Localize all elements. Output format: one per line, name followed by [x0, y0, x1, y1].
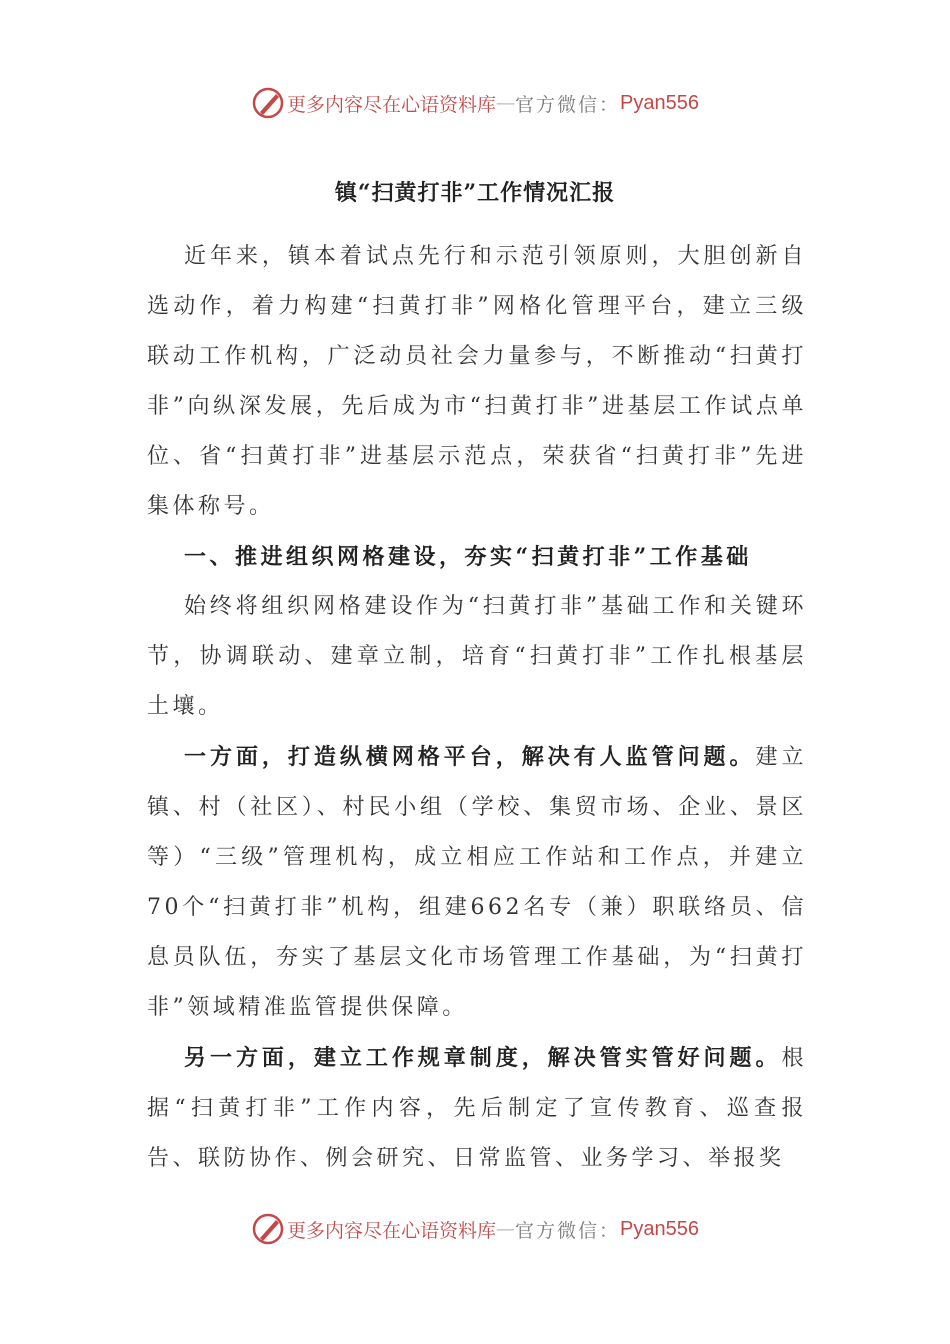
intro-paragraph: 近年来，镇本着试点先行和示范引领原则，大胆创新自选动作，着力构建“扫黄打非”网格化管理平台，建立三级联动工作机构，广泛动员社会力量参与，不断推动“扫黄打非”向纵深发展，先后成为市“扫黄打非”进基层工作试点单位、省“扫黄打非”进基层示范点，荣获省“扫黄打非”先进集体称号。: [147, 244, 807, 519]
watermark-footer: [0, 1209, 950, 1249]
watermark-header: [0, 83, 950, 123]
paragraph-lead: 一方面，打造纵横网格平台，解决有人监管问题。: [184, 744, 756, 770]
watermark-text: 更多内容尽在心语资料库: [287, 93, 497, 116]
watermark-label: 官方微信：: [515, 93, 621, 116]
section-heading: 一、推进组织网格建设，夯实“扫黄打非”工作基础: [184, 544, 752, 570]
watermark-text: 更多内容尽在心语资料库: [287, 1219, 497, 1242]
document-title: 镇“扫黄打非”工作情况汇报: [334, 180, 616, 206]
watermark-label: 官方微信：: [515, 1219, 621, 1242]
section-paragraph: 始终将组织网格建设作为“扫黄打非”基础工作和关键环节，协调联动、建章立制，培育“扫黄打非”工作扎根基层土壤。: [147, 594, 807, 719]
document-body: [147, 232, 807, 1184]
watermark-wechat-id: Pyan556: [620, 1217, 699, 1240]
watermark-separator: —: [496, 92, 516, 114]
watermark-wechat-id: Pyan556: [620, 91, 699, 114]
paragraph-text: 建立镇、村（社区）、村民小组（学校、集贸市场、企业、景区等）“三级”管理机构，成立相应工作站和工作点，并建立70个“扫黄打非”机构，组建662名专（兼）职联络员、信息员队伍，夯实了基层文化市场管理工作基础，为“扫黄打非”领域精准监管提供保障。: [147, 745, 807, 1020]
watermark-separator: —: [496, 1218, 516, 1240]
pen-logo-icon: [251, 86, 285, 120]
pen-logo-icon: [251, 1212, 285, 1246]
paragraph-other-side: [147, 1033, 807, 1184]
paragraph-text: 根据“扫黄打非”工作内容，先后制定了宣传教育、巡查报告、联防协作、例会研究、日常监管、业务学习、举报奖: [147, 1046, 807, 1171]
paragraph-lead: 另一方面，建立工作规章制度，解决管实管好问题。: [184, 1045, 782, 1071]
paragraph-one-side: [147, 732, 807, 1033]
